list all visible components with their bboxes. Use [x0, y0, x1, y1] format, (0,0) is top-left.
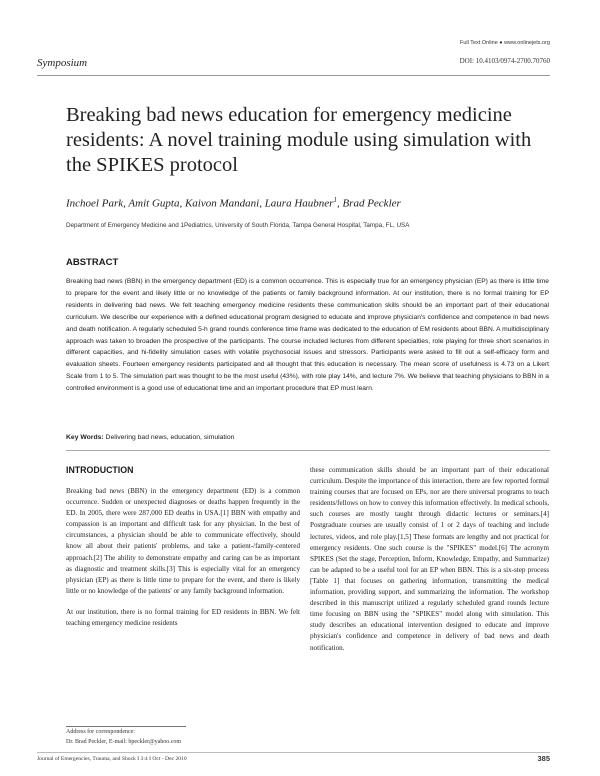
- author-affil-marker: 1: [333, 196, 337, 204]
- left-column: [66, 486, 300, 639]
- authors-tail: , Brad Peckler: [336, 197, 401, 210]
- correspondence-contact: Dr. Brad Peckler, E-mail: bpeckler@yahoo.com: [66, 739, 182, 745]
- authors-main: Inchoel Park, Amit Gupta, Kaivon Mandani, Laura Haubner: [66, 197, 334, 210]
- keywords-label: Key Words:: [66, 434, 104, 441]
- introduction-heading: INTRODUCTION: [66, 465, 134, 475]
- correspondence-divider: [66, 726, 186, 727]
- full-text-online-link[interactable]: Full Text Online ● www.onlinejets.org: [459, 40, 550, 46]
- abstract-heading: ABSTRACT: [66, 257, 119, 268]
- keywords-divider: [66, 450, 550, 451]
- author-list: [66, 196, 546, 210]
- correspondence-label: Address for correspondence:: [66, 729, 135, 735]
- footer-divider: [37, 752, 550, 753]
- article-title: Breaking bad news education for emergency medicine residents: A novel training module using simulation with the SPIKES protocol: [66, 104, 532, 176]
- right-column: [310, 465, 549, 664]
- section-label: Symposium: [37, 57, 88, 69]
- abstract-text: Breaking bad news (BBN) in the emergency department (ED) is a common occurrence. This is especially true for an emergency physician (EP) as there is little time to prepare for the event and likely little or no knowledge of the patients or family background information. At our institution, there is no formal training for EP residents in delivering bad news. We felt teaching emergency medicine residents these communication skills should be an important part of their educational curriculum. We describe our experience with a defined educational program designed to educate and improve physician's confidence and competence in bad news and death notification. A regularly scheduled 5-h grand rounds conference time frame was dedicated to the education of EM residents about BBN. A multidisciplinary approach was taken to broaden the prospective of the participants. The course included lectures from different specialties, role playing for three short scenarios in different capacities, and hi-fidelity simulation cases with volatile psychosocial issues and stressors. Participants were asked to fill out a self-efficacy form and evaluation sheets. Fourteen emergency residents participated and all thought that this education is necessary. The mean score of usefulness is 4.73 on a Likert Scale from 1 to 5. The simulation part was thought to be the most useful (43%), with role play 14%, and lecture 7%. We believe that teaching physicians to BBN in a controlled environment is a good use of educational time and an important procedure that EP must learn.: [66, 278, 549, 393]
- affiliation: Department of Emergency Medicine and 1Pediatrics, University of South Florida, Tampa General Hospital, Tampa, FL, USA: [66, 222, 410, 229]
- intro-paragraph-1: Breaking bad news (BBN) in the emergency department (ED) is a common occurrence. Sudden or unexpected diagnoses or deaths happen frequently in the ED. In 2005, there were 287,000 ED deaths in USA.[1] BBN with empathy and compassion is an important and difficult task for any physician. In the best of circumstances, a physician should be able to communicate effectively, should know all about their patients' problems, and take a patient-/family-centered approach.[2] The ability to demonstrate empathy and caring can be as important as diagnostic and treatment skills.[3] This is especially vital for an emergency physician (EP) as there is little time to prepare for the event, and there is likely little or no knowledge of the patients' or any family background information.: [66, 487, 300, 595]
- header-divider: [37, 75, 550, 76]
- keywords-value: Delivering bad news, education, simulation: [105, 434, 235, 441]
- doi-link[interactable]: DOI: 10.4103/0974-2700.70760: [459, 57, 550, 65]
- intro-paragraph-3: these communication skills should be an important part of their educational curriculum. Despite the importance of this interaction, there are few reported formal training courses that are focused on EPs, nor are there universal programs to teach residents/fellows on how to convey this information effectively. In medical schools, such courses are mostly taught through didactic lectures or seminars.[4] Postgraduate courses are usually consist of 1 or 2 days of teaching and include lectures, videos, and role play.[1,5] These formats are lengthy and not practical for emergency residents. One such course is the "SPIKES" model.[6] The acronym SPIKES (Set the stage, Perception, Inform, Knowledge, Empathy, and Summarize) can be adapted to be a useful tool for an EP when BBN. This is a six-step process [Table 1] that focuses on gathering information, transmitting the medical information, providing support, and summarizing the information. The workshop described in this manuscript utilized a regularly scheduled grand rounds lecture time focusing on BBN using the "SPIKES" model along with simulation. This study describes an educational intervention designed to educate and improve physician's confidence and competence in delivery of bad news and death notification.: [310, 466, 549, 652]
- page-number: 385: [537, 754, 550, 763]
- journal-citation: Journal of Emergencies, Trauma, and Shock I 3:4 I Oct - Dec 2010: [37, 756, 187, 762]
- keywords-line: [66, 434, 234, 441]
- intro-paragraph-2: At our institution, there is no formal training for ED residents in BBN. We felt teaching emergency medicine residents: [66, 607, 300, 628]
